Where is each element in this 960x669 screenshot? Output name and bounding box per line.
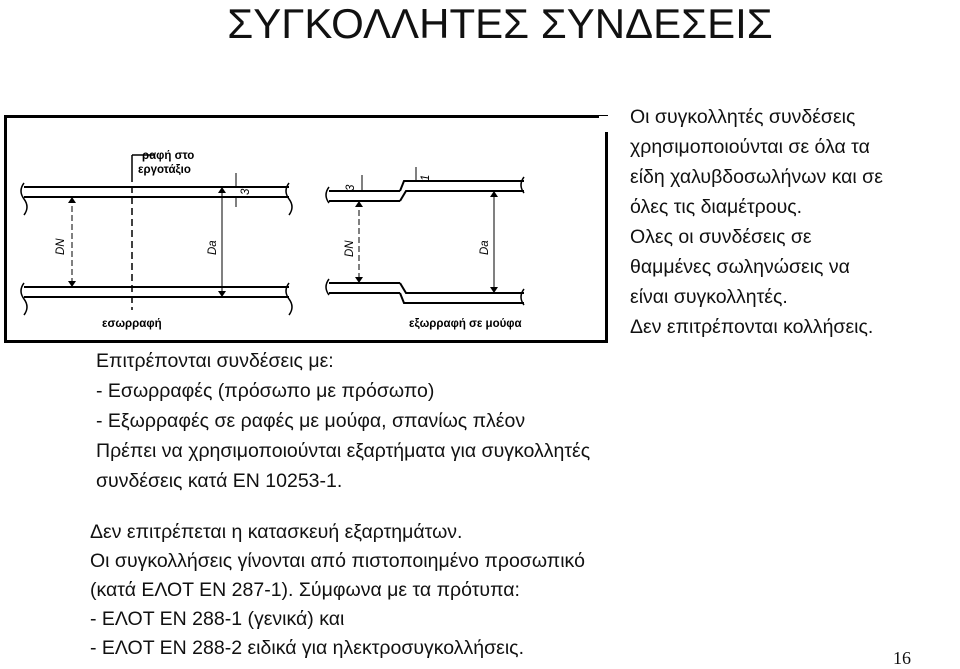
right-paragraph <box>630 102 950 342</box>
frame-notch <box>599 116 608 132</box>
figure-frame <box>6 117 607 342</box>
bottom-line: Οι συγκολλήσεις γίνονται από πιστοποιημένο προσωπικό <box>90 550 585 572</box>
right-line: Οι συγκολλητές συνδέσεις <box>630 106 856 128</box>
bottom-paragraph <box>90 518 585 663</box>
title-text: ΣΥΓΚΟΛΛΗΤΕΣ ΣΥΝΔΕΣΕΙΣ <box>227 0 773 47</box>
dim-three-right: 3 <box>345 184 357 191</box>
dim-three-left: 3 <box>240 188 252 195</box>
right-line: Ολες οι συνδέσεις σε <box>630 226 812 248</box>
pipe-joint-figure <box>4 115 608 343</box>
allowed-line: - Εξωρραφές σε ραφές με μούφα, σπανίως πλέον <box>96 410 526 432</box>
bottom-line: - ΕΛΟΤ ΕΝ 288-2 ειδικά για ηλεκτροσυγκολλήσεις. <box>90 637 524 659</box>
allowed-connections-paragraph <box>90 346 590 496</box>
dim-da-right: Da <box>479 240 491 255</box>
bottom-line: Δεν επιτρέπεται η κατασκευή εξαρτημάτων. <box>90 521 463 543</box>
page-number: 16 <box>893 648 911 668</box>
right-line: θαμμένες σωληνώσεις να <box>630 256 850 278</box>
right-line: Δεν επιτρέπονται κολλήσεις. <box>630 316 874 338</box>
allowed-line: - Εσωρραφές (πρόσωπο με πρόσωπο) <box>96 380 435 402</box>
bottom-line: - ΕΛΟΤ ΕΝ 288-1 (γενικά) και <box>90 608 345 630</box>
bottom-line: (κατά ΕΛΟΤ ΕΝ 287-1). Σύμφωνα με τα πρότυπα: <box>90 579 520 601</box>
pipe-diagram <box>4 115 608 343</box>
dim-da-left: Da <box>207 240 219 255</box>
label-outer-thread-sleeve: εξωρραφή σε μούφα <box>409 318 522 330</box>
right-line: είναι συγκολλητές. <box>630 286 788 308</box>
right-line: όλες τις διαμέτρους. <box>630 196 803 218</box>
allowed-line: συνδέσεις κατά ΕΝ 10253-1. <box>96 470 343 492</box>
allowed-line: Επιτρέπονται συνδέσεις με: <box>96 350 334 372</box>
right-line: χρησιμοποιούνται σε όλα τα <box>630 136 870 158</box>
page-title <box>0 0 960 48</box>
dim-dn-right: DN <box>344 240 356 257</box>
label-weld-site-line1: ραφή στο <box>142 150 195 162</box>
dim-one-right: 1 <box>420 174 432 181</box>
dim-dn-left: DN <box>55 238 67 255</box>
label-weld-site-line2: εργοτάξιο <box>138 164 191 176</box>
label-inner-thread: εσωρραφή <box>102 318 162 330</box>
left-pipe <box>21 155 292 315</box>
right-line: είδη χαλυβδοσωλήνων και σε <box>630 166 883 188</box>
allowed-line: Πρέπει να χρησιμοποιούνται εξαρτήματα για συγκολλητές <box>96 440 591 462</box>
